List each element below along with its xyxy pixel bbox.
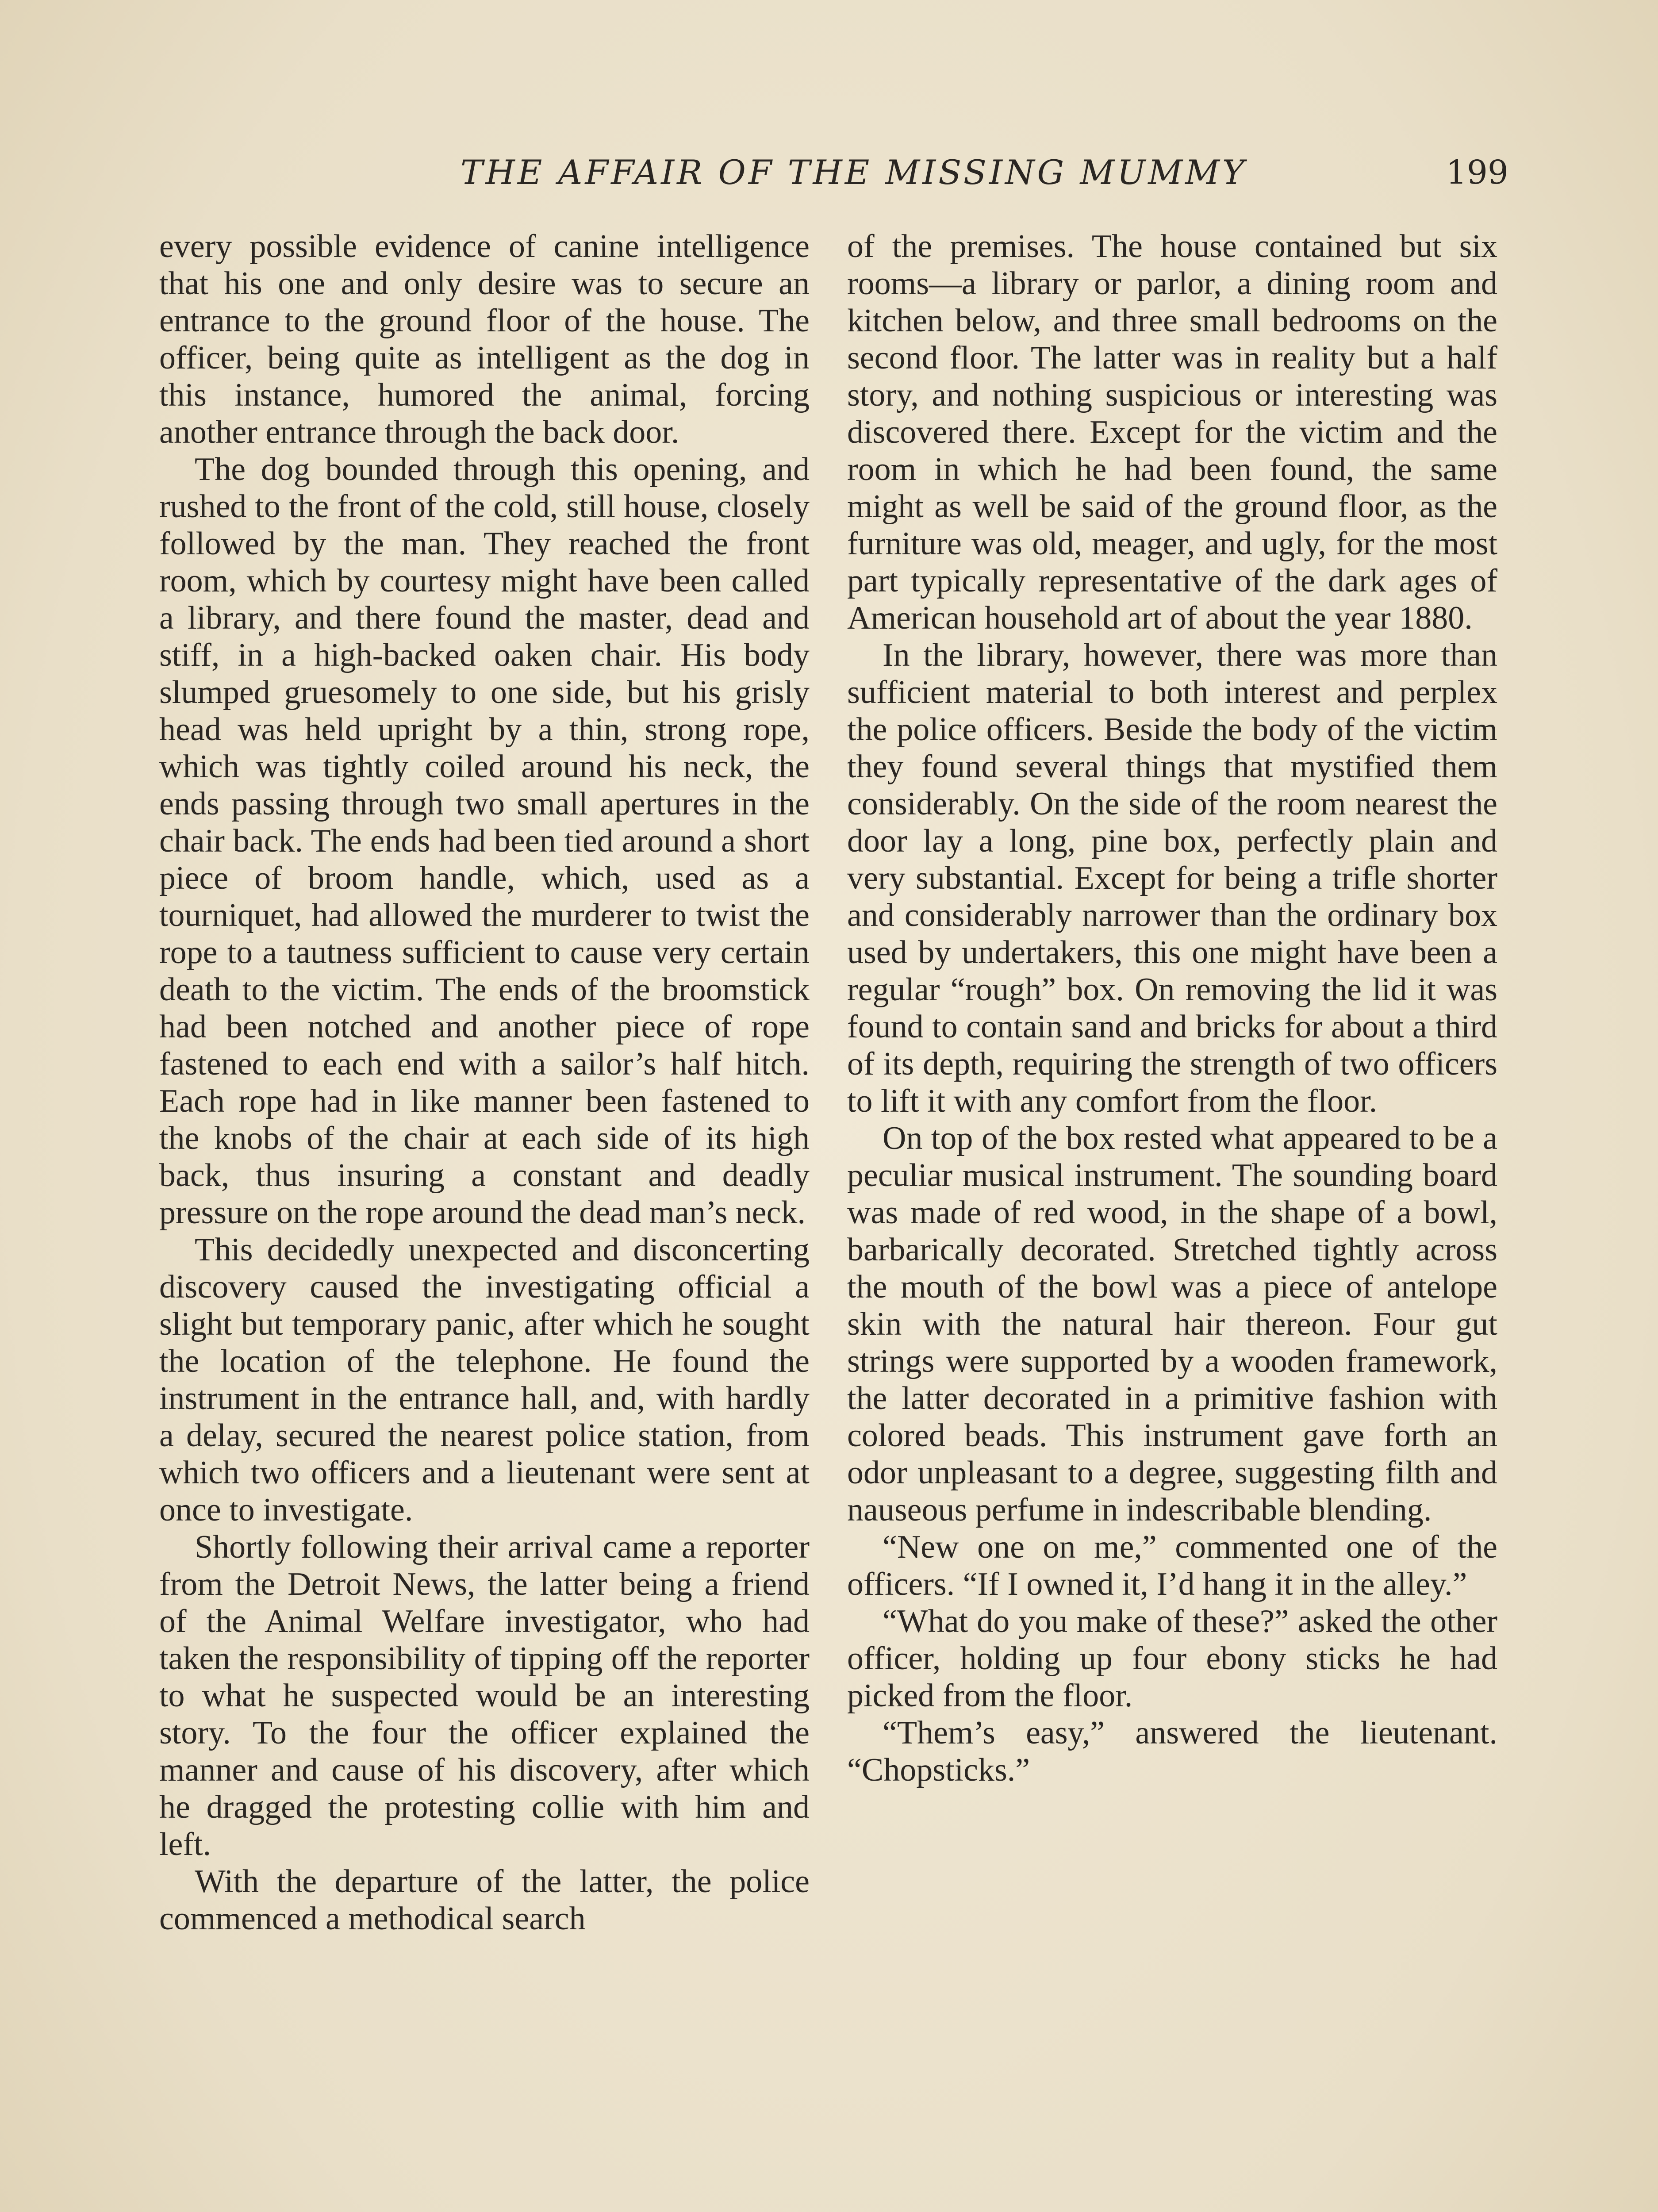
- paragraph: The dog bounded through this opening, and rushed to the front of the cold, still house, closely followed by the man. They reached the front room, which by courtesy might have been called a library, and there found the master, dead and stiff, in a high-backed oaken chair. His body slumped gruesomely to one side, but his grisly head was held upright by a thin, strong rope, which was tightly coiled around his neck, the ends passing through two small apertures in the chair back. The ends had been tied around a short piece of broom handle, which, used as a tourniquet, had allowed the murderer to twist the rope to a tautness sufficient to cause very certain death to the victim. The ends of the broomstick had been notched and another piece of rope fastened to each end with a sailor’s half hitch. Each rope had in like manner been fastened to the knobs of the chair at each side of its high back, thus insuring a constant and deadly pressure on the rope around the dead man’s neck.: [159, 451, 810, 1231]
- paragraph: “Them’s easy,” answered the lieutenant. “Chopsticks.”: [847, 1715, 1497, 1788]
- paragraph: every possible evidence of canine intelligence that his one and only desire was to secure an entrance to the ground floor of the house. The officer, being quite as intelligent as the dog in this instance, humored the animal, forcing another entrance through the back door.: [159, 228, 810, 450]
- paragraph: of the premises. The house contained but six rooms—a library or parlor, a dining room and kitchen below, and three small bedrooms on the second floor. The latter was in reality but a half story, and nothing suspicious or interesting was discovered there. Except for the victim and the room in which he had been found, the same might as well be said of the ground floor, as the furniture was old, meager, and ugly, for the most part typically representative of the dark ages of American household art of about the year 1880.: [847, 228, 1497, 636]
- page-header: [159, 146, 1508, 204]
- paragraph: With the departure of the latter, the police commenced a methodical search: [159, 1863, 810, 1937]
- paragraph: Shortly following their arrival came a reporter from the Detroit News, the latter being a friend of the Animal Welfare investigator, who had taken the responsibility of tipping off the reporter to what he suspected would be an interesting story. To the four the officer explained the manner and cause of his discovery, after which he dragged the protesting collie with him and left.: [159, 1529, 810, 1863]
- left-column: [159, 228, 810, 1937]
- running-title: THE AFFAIR OF THE MISSING MUMMY: [460, 153, 1247, 192]
- paragraph: “What do you make of these?” asked the other officer, holding up four ebony sticks he had picked from the floor.: [847, 1603, 1497, 1714]
- paragraph: In the library, however, there was more than sufficient material to both interest and perplex the police officers. Beside the body of the victim they found several things that mystified them considerably. On the side of the room nearest the door lay a long, pine box, perfectly plain and very substantial. Except for being a trifle shorter and considerably narrower than the ordinary box used by undertakers, this one might have been a regular “rough” box. On removing the lid it was found to contain sand and bricks for about a third of its depth, requiring the strength of two officers to lift it with any comfort from the floor.: [847, 637, 1497, 1119]
- paragraph: This decidedly unexpected and disconcerting discovery caused the investigating official a slight but temporary panic, after which he sought the location of the telephone. He found the instrument in the entrance hall, and, with hardly a delay, secured the nearest police station, from which two officers and a lieutenant were sent at once to investigate.: [159, 1232, 810, 1528]
- page-number: 199: [1446, 154, 1508, 192]
- paragraph: On top of the box rested what appeared to be a peculiar musical instrument. The sounding board was made of red wood, in the shape of a bowl, barbarically decorated. Stretched tightly across the mouth of the bowl was a piece of antelope skin with the natural hair thereon. Four gut strings were supported by a wooden framework, the latter decorated in a primitive fashion with colored beads. This instrument gave forth an odor unpleasant to a degree, suggesting filth and nauseous perfume in indescribable blending.: [847, 1120, 1497, 1528]
- right-column: [847, 228, 1497, 1789]
- paragraph: “New one on me,” commented one of the officers. “If I owned it, I’d hang it in the alley.”: [847, 1529, 1497, 1602]
